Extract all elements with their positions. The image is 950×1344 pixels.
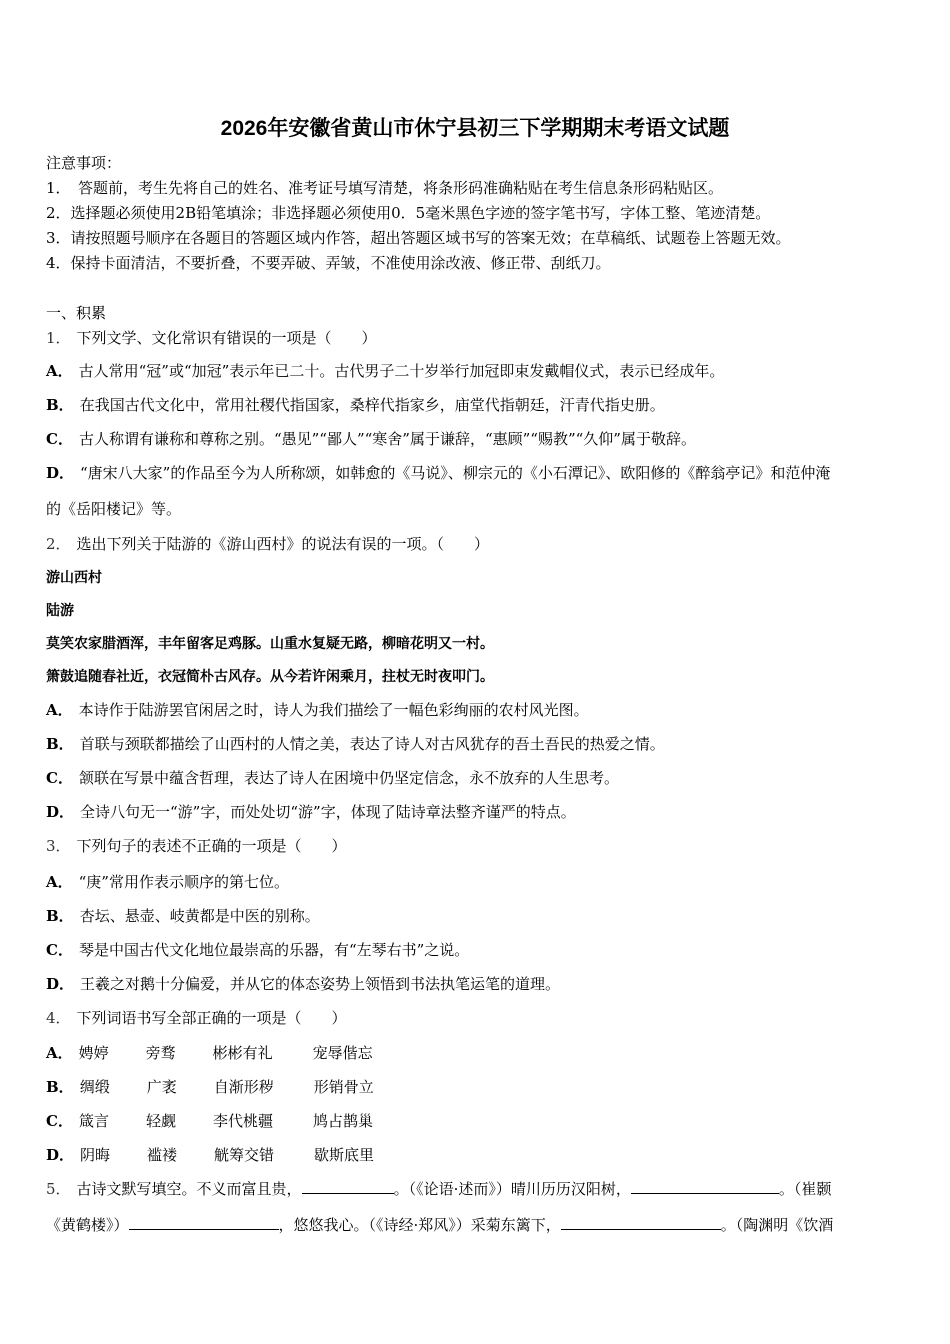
option-b xyxy=(46,905,320,926)
question-5-line-2 xyxy=(46,1214,833,1235)
option-c xyxy=(46,428,696,449)
question-text: 下列文学、文化常识有错误的一项是（ ） xyxy=(76,329,377,347)
notice-item: 2．选择题必须使用2B铅笔填涂；非选择题必须使用0．5毫米黑色字迹的签字笔书写，字体工整、笔迹清楚。 xyxy=(46,204,771,222)
option-d xyxy=(46,801,576,822)
option-label: B． xyxy=(46,1078,74,1096)
option-text: 全诗八句无一“游”字，而处处切“游”字，体现了陆诗章法整齐谨严的特点。 xyxy=(80,803,576,821)
option-text: 首联与颈联都描绘了山西村的人情之美，表达了诗人对古风犹存的吾土吾民的热爱之情。 xyxy=(79,735,665,753)
word: 宠辱偕忘 xyxy=(312,1044,373,1062)
word: 李代桃疆 xyxy=(212,1112,273,1130)
option-label: D． xyxy=(46,975,75,993)
word: 自渐形秽 xyxy=(213,1078,274,1096)
word: 绸缎 xyxy=(79,1078,110,1096)
notice-item: 4．保持卡面清洁，不要折叠，不要弄破、弄皱，不准使用涂改液、修正带、刮纸刀。 xyxy=(46,254,611,272)
option-text: 颔联在写景中蕴含哲理，表达了诗人在困境中仍坚定信念，永不放弃的人生思考。 xyxy=(78,769,619,787)
option-label: D． xyxy=(46,1146,75,1164)
option-text: 古人常用“冠”或“加冠”表示年已二十。古代男子二十岁举行加冠即束发戴帽仪式，表示已经成年。 xyxy=(78,362,725,380)
word: 歇斯底里 xyxy=(314,1146,375,1164)
question-number: 1． xyxy=(46,329,71,347)
question-text: ，悠悠我心。（《诗经·郑风》）采菊东篱下， xyxy=(278,1216,561,1234)
option-label: A． xyxy=(46,873,73,891)
option-text: 古人称谓有谦称和尊称之别。“愚见”“鄙人”“寒舍”属于谦辞，“惠顾”“赐教”“久仰”属于敬辞。 xyxy=(78,430,696,448)
option-b xyxy=(46,394,665,415)
section-heading: 一、积累 xyxy=(46,304,107,322)
option-label: B． xyxy=(46,396,74,414)
option-label: D． xyxy=(46,464,75,482)
question-text: 《黄鹤楼》） xyxy=(46,1216,129,1234)
poem-title: 游山西村 xyxy=(46,570,102,586)
option-a xyxy=(46,699,589,720)
option-d xyxy=(46,1144,374,1165)
option-label: B． xyxy=(46,735,74,753)
option-a xyxy=(46,871,289,892)
question-number: 4． xyxy=(46,1009,71,1027)
option-c xyxy=(46,767,619,788)
option-label: A． xyxy=(46,701,73,719)
answer-blank[interactable] xyxy=(561,1215,721,1230)
page-title: 2026年安徽省黄山市休宁县初三下学期期末考语文试题 xyxy=(220,117,730,140)
question-text: 。（陶渊明《饮酒 xyxy=(720,1216,834,1234)
question-number: 5． xyxy=(46,1180,71,1198)
word: 形销骨立 xyxy=(313,1078,374,1096)
question-3-stem xyxy=(46,835,347,856)
word: 广袤 xyxy=(146,1078,177,1096)
option-d-continued: 的《岳阳楼记》等。 xyxy=(46,500,182,518)
notice-item: 3．请按照题号顺序在各题目的答题区域内作答，超出答题区域书写的答案无效；在草稿纸、试题卷上答题无效。 xyxy=(46,229,791,247)
question-text: 古诗文默写填空。不义而富且贵， xyxy=(76,1180,302,1198)
word: 阴晦 xyxy=(80,1146,111,1164)
option-label: C． xyxy=(46,769,73,787)
question-1-stem xyxy=(46,327,377,348)
option-text: 杏坛、悬壶、岐黄都是中医的别称。 xyxy=(79,907,320,925)
option-text: 琴是中国古代文化地位最崇高的乐器，有“左琴右书”之说。 xyxy=(78,941,470,959)
question-number: 2． xyxy=(46,535,71,553)
answer-blank[interactable] xyxy=(129,1215,279,1230)
word: 褴褛 xyxy=(147,1146,178,1164)
poem-line: 箫鼓追随春社近，衣冠简朴古风存。从今若许闲乘月，拄杖无时夜叩门。 xyxy=(46,669,494,685)
option-label: A． xyxy=(46,1044,73,1062)
poem-author: 陆游 xyxy=(46,603,74,619)
option-text: “唐宋八大家”的作品至今为人所称颂，如韩愈的《马说》、柳宗元的《小石潭记》、欧阳修的《醉翁亭记》和范仲淹 xyxy=(80,464,831,482)
option-text: 在我国古代文化中，常用社稷代指国家，桑梓代指家乡，庙堂代指朝廷，汗青代指史册。 xyxy=(79,396,665,414)
option-text: 本诗作于陆游罢官闲居之时，诗人为我们描绘了一幅色彩绚丽的农村风光图。 xyxy=(78,701,589,719)
notice-heading: 注意事项： xyxy=(46,154,122,172)
option-label: C． xyxy=(46,941,73,959)
word: 鸠占鹊巢 xyxy=(312,1112,373,1130)
option-c xyxy=(46,1110,373,1131)
option-b xyxy=(46,1076,374,1097)
option-text: “庚”常用作表示顺序的第七位。 xyxy=(78,873,289,891)
word: 旁骛 xyxy=(145,1044,176,1062)
answer-blank[interactable] xyxy=(631,1179,779,1194)
option-text: 王羲之对鹅十分偏爱，并从它的体态姿势上领悟到书法执笔运笔的道理。 xyxy=(80,975,561,993)
word: 轻觑 xyxy=(145,1112,176,1130)
option-label: C． xyxy=(46,430,73,448)
question-text: 。（《论语·述而》）晴川历历汉阳树， xyxy=(393,1180,631,1198)
option-d xyxy=(46,973,560,994)
word: 箴言 xyxy=(78,1112,109,1130)
question-2-stem xyxy=(46,533,489,554)
option-label: A． xyxy=(46,362,73,380)
option-label: C． xyxy=(46,1112,73,1130)
question-4-stem xyxy=(46,1007,347,1028)
option-a xyxy=(46,360,724,381)
question-text: 。（崔颢 xyxy=(778,1180,832,1198)
option-a xyxy=(46,1042,373,1063)
option-label: D． xyxy=(46,803,75,821)
question-text: 选出下列关于陆游的《游山西村》的说法有误的一项。（ ） xyxy=(76,535,490,553)
question-text: 下列词语书写全部正确的一项是（ ） xyxy=(76,1009,347,1027)
word: 娉婷 xyxy=(78,1044,109,1062)
word: 彬彬有礼 xyxy=(212,1044,273,1062)
question-number: 3． xyxy=(46,837,71,855)
option-b xyxy=(46,733,665,754)
poem-line: 莫笑农家腊酒浑，丰年留客足鸡豚。山重水复疑无路，柳暗花明又一村。 xyxy=(46,636,494,652)
option-c xyxy=(46,939,469,960)
option-d xyxy=(46,462,830,483)
notice-item: 1． 答题前，考生先将自己的姓名、准考证号填写清楚，将条形码准确粘贴在考生信息条形码粘贴区。 xyxy=(46,179,724,197)
question-5-line-1 xyxy=(46,1178,831,1199)
word: 觥筹交错 xyxy=(214,1146,275,1164)
question-text: 下列句子的表述不正确的一项是（ ） xyxy=(76,837,347,855)
answer-blank[interactable] xyxy=(302,1179,394,1194)
option-label: B． xyxy=(46,907,74,925)
